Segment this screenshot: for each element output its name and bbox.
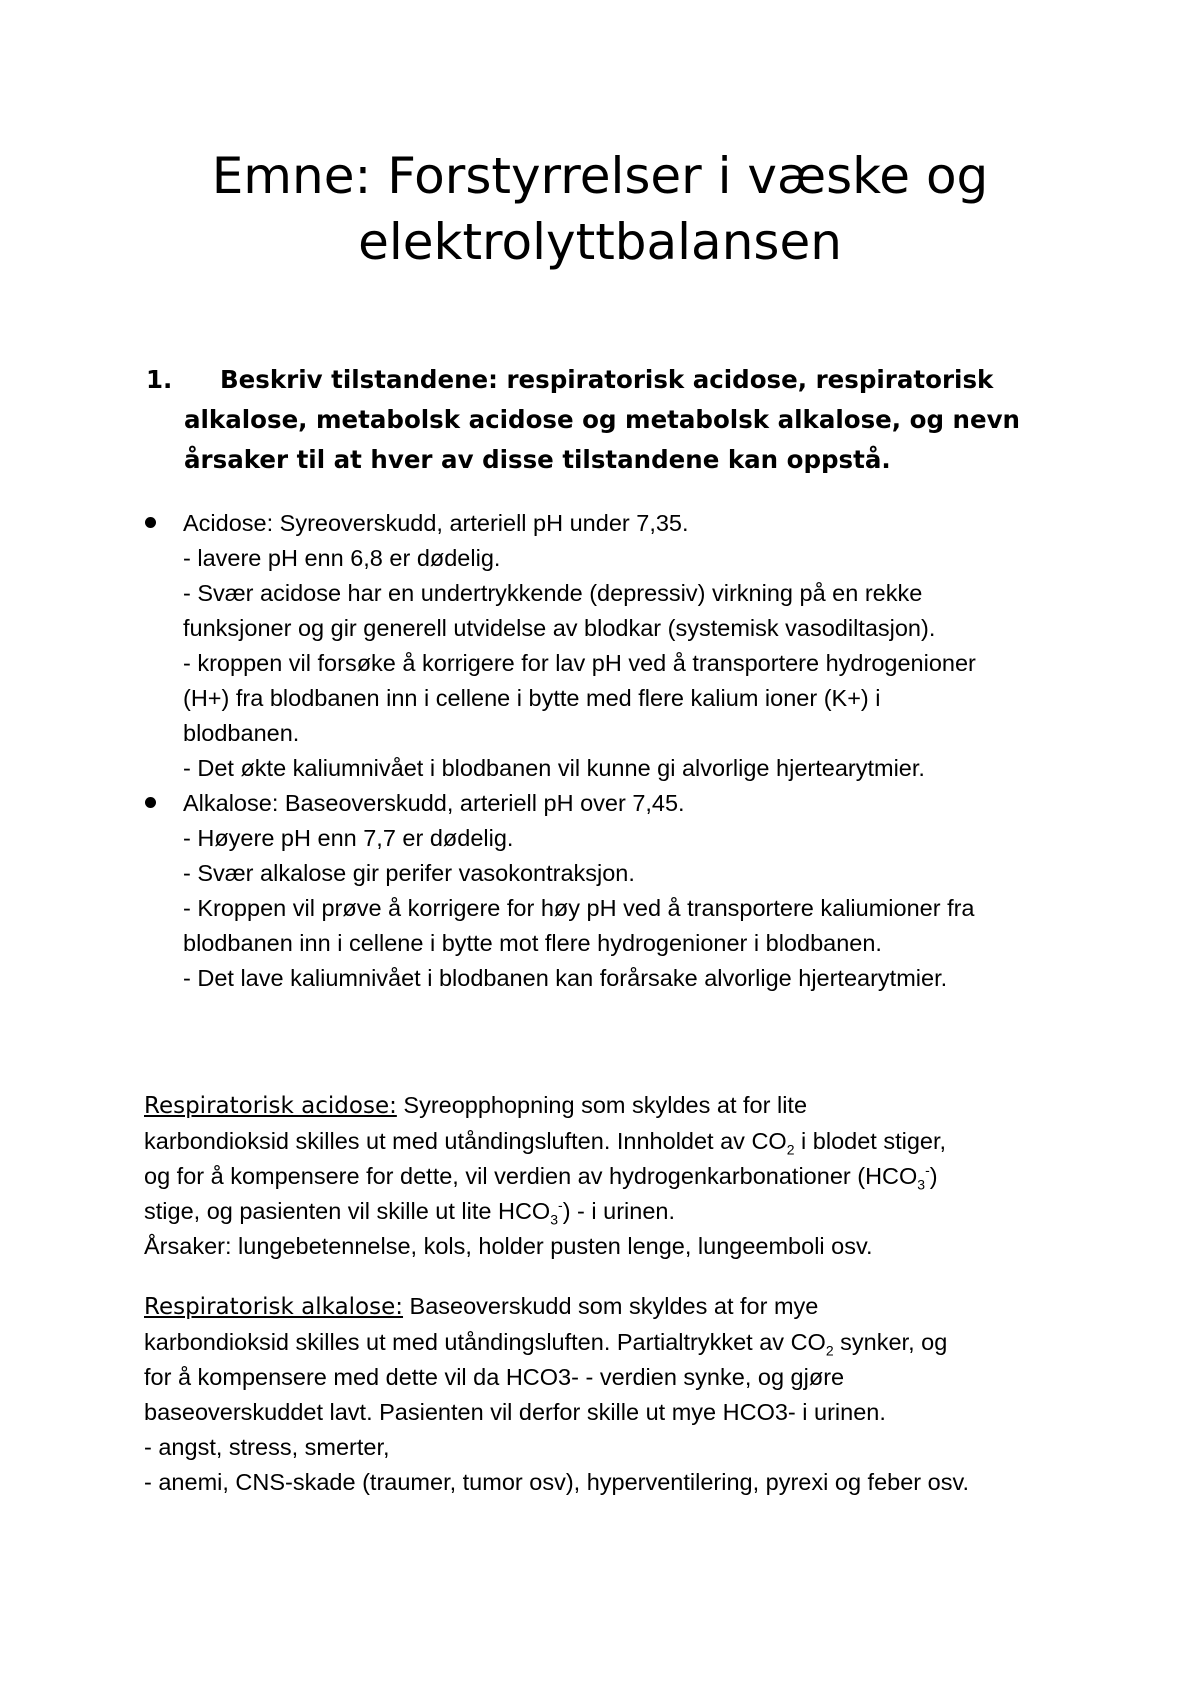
bullet-line: Acidose: Syreoverskudd, arteriell pH under 7,35. [183,510,689,536]
para-text: karbondioksid skilles ut med utåndingsluften. Innholdet av CO [144,1128,787,1154]
para-text: i blodet stiger, [794,1128,947,1154]
para-text: stige, og pasienten vil skille ut lite HCO [144,1198,551,1224]
section-heading: Respiratorisk alkalose: [144,1294,404,1320]
subscript: 2 [786,1141,795,1158]
section-respiratorisk-acidose [144,1088,1104,1264]
para-text: karbondioksid skilles ut med utåndingsluften. Partialtrykket av CO [144,1329,826,1355]
bullet-item-alkalose [183,786,1123,996]
bullet-line: (H+) fra blodbanen inn i cellene i bytte med flere kalium ioner (K+) i [183,685,881,711]
para-line: baseoverskuddet lavt. Pasienten vil derfor skille ut mye HCO3- i urinen. [144,1399,886,1425]
para-text: ) [929,1163,938,1189]
question-number: 1. [146,365,173,394]
para-line: Årsaker: lungebetennelse, kols, holder pusten lenge, lungeemboli osv. [144,1233,873,1259]
bullet-line: - Svær acidose har en undertrykkende (depressiv) virkning på en rekke [183,580,923,606]
bullet-icon [145,797,156,808]
para-line [144,1124,1104,1159]
para-text: synker, og [833,1329,948,1355]
para-text: Baseoverskudd som skyldes at for mye [403,1293,819,1319]
bullet-line: blodbanen. [183,720,300,746]
bullet-line: blodbanen inn i cellene i bytte mot flere hydrogenioner i blodbanen. [183,930,882,956]
question-1 [147,360,1077,480]
para-line [144,1159,1104,1194]
section-heading: Respiratorisk acidose: [144,1093,397,1119]
question-line: årsaker til at hver av disse tilstandene kan oppstå. [184,445,891,474]
title-line-1: Emne: Forstyrrelser i væske og [211,147,989,205]
subscript: 3 [917,1176,926,1193]
bullet-line: - Det lave kaliumnivået i blodbanen kan forårsake alvorlige hjertearytmier. [183,965,948,991]
para-text: og for å kompensere for dette, vil verdien av hydrogenkarbonationer (HCO [144,1163,918,1189]
bullet-icon [145,517,156,528]
subscript: 3 [550,1211,559,1228]
title-line-2: elektrolyttbalansen [358,213,842,271]
para-text: ) - i urinen. [562,1198,676,1224]
question-line: Beskriv tilstandene: respiratorisk acidose, respiratorisk [220,365,994,394]
superscript: - [925,1162,930,1179]
para-text: Syreopphopning som skyldes at for lite [396,1092,808,1118]
para-line [144,1289,1104,1325]
bullet-line: funksjoner og gir generell utvidelse av blodkar (systemisk vasodiltasjon). [183,615,936,641]
bullet-line: - Det økte kaliumnivået i blodbanen vil kunne gi alvorlige hjertearytmier. [183,755,925,781]
bullet-line: - kroppen vil forsøke å korrigere for lav pH ved å transportere hydrogenioner [183,650,976,676]
para-line [144,1088,1104,1124]
superscript: - [558,1197,563,1214]
page-title [0,143,1200,275]
bullet-line: - Svær alkalose gir perifer vasokontraksjon. [183,860,635,886]
para-line [144,1325,1104,1360]
bullet-item-acidose [183,506,1123,786]
bullet-line: - Høyere pH enn 7,7 er dødelig. [183,825,514,851]
question-line: alkalose, metabolsk acidose og metabolsk alkalose, og nevn [184,405,1020,434]
bullet-line: - lavere pH enn 6,8 er dødelig. [183,545,501,571]
bullet-list [183,506,1123,996]
bullet-line: Alkalose: Baseoverskudd, arteriell pH over 7,45. [183,790,685,816]
para-line: for å kompensere med dette vil da HCO3- - verdien synke, og gjøre [144,1364,845,1390]
para-line [144,1194,1104,1229]
subscript: 2 [825,1342,834,1359]
para-line: - angst, stress, smerter, [144,1434,390,1460]
bullet-line: - Kroppen vil prøve å korrigere for høy pH ved å transportere kaliumioner fra [183,895,975,921]
para-line: - anemi, CNS-skade (traumer, tumor osv), hyperventilering, pyrexi og feber osv. [144,1469,969,1495]
section-respiratorisk-alkalose [144,1289,1104,1500]
